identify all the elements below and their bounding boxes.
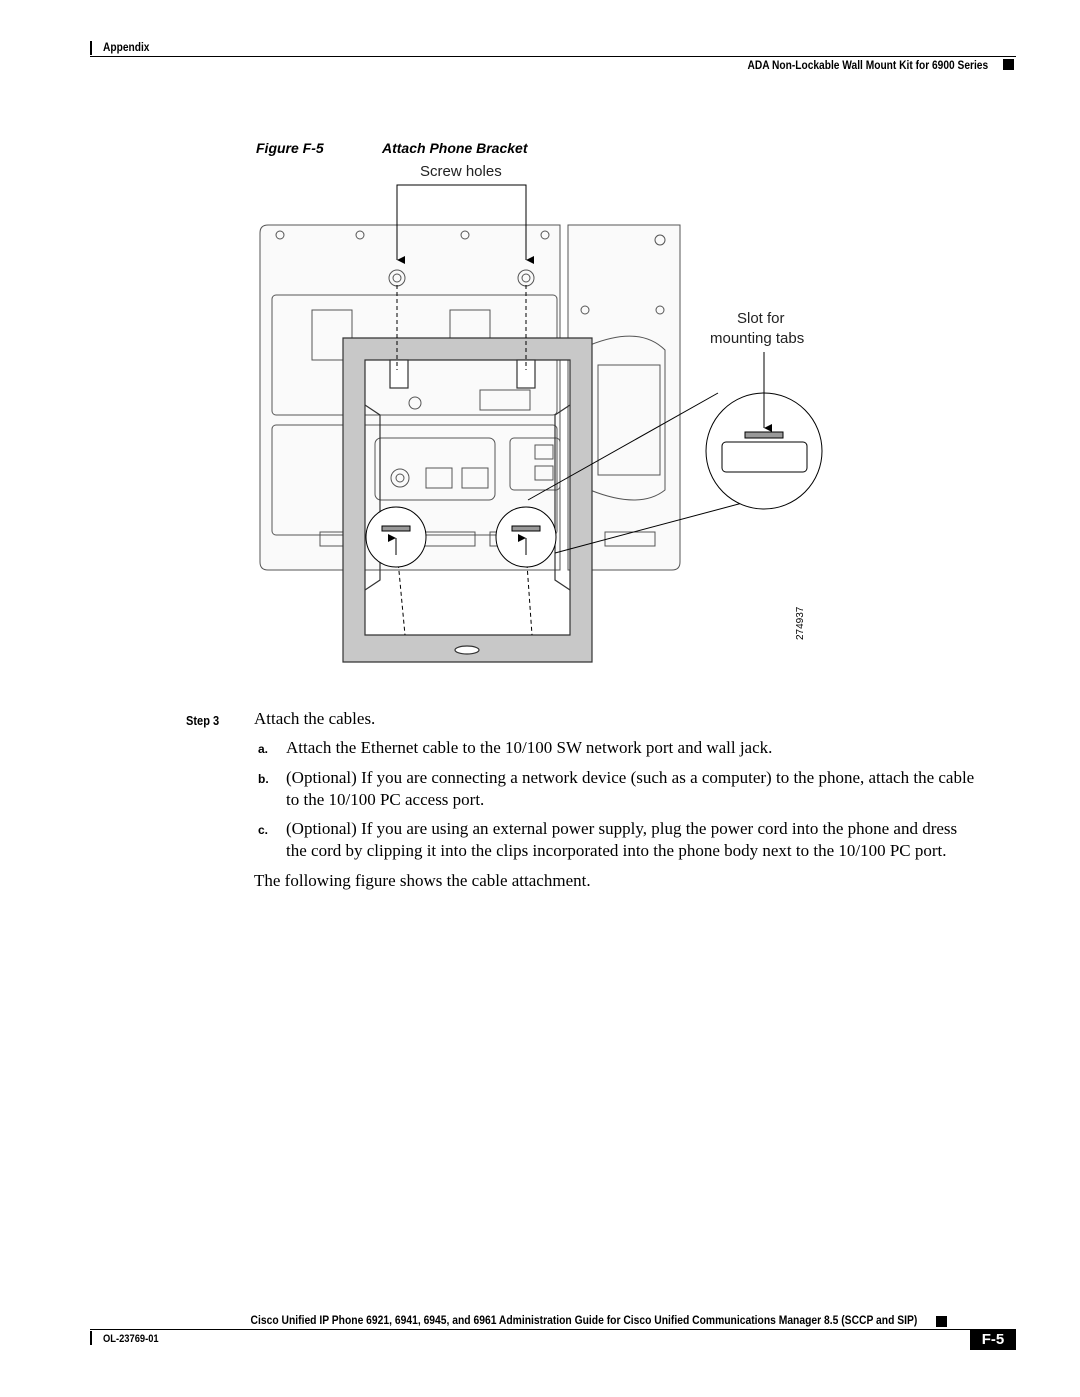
step-text: Attach the cables. (254, 709, 376, 728)
header-left-bar (90, 41, 92, 55)
footer-doc-number: OL-23769-01 (103, 1333, 159, 1345)
substep-a-letter: a. (258, 742, 269, 756)
footer-rule (90, 1329, 1016, 1330)
footer-square (936, 1316, 947, 1327)
substep-b-line2: to the 10/100 PC access port. (286, 790, 485, 809)
footer-guide-title: Cisco Unified IP Phone 6921, 6941, 6945, and 6961 Administration Guide for Cisco Unified Communications Manager 8.5 (SCCP and SIP) (250, 1313, 917, 1327)
substep-b-letter: b. (258, 772, 269, 786)
figure-title: Attach Phone Bracket (382, 140, 528, 156)
phone-bracket-illustration (240, 160, 840, 680)
substep-c-line1: (Optional) If you are using an external power supply, plug the power cord into the phone and dress (286, 819, 958, 838)
footer-left-bar (90, 1331, 92, 1345)
callout-screw-holes: Screw holes (420, 163, 502, 180)
substep-c-line2: the cord by clipping it into the clips incorporated into the phone body next to the 10/100 PC port. (286, 841, 947, 860)
header-section: Appendix (103, 40, 150, 54)
followup-text: The following figure shows the cable attachment. (254, 871, 591, 890)
header-square (1003, 59, 1014, 70)
callout-slot-line2: mounting tabs (710, 330, 805, 347)
substep-c-letter: c. (258, 823, 269, 837)
step-label: Step 3 (186, 713, 220, 728)
substep-a-text: Attach the Ethernet cable to the 10/100 SW network port and wall jack. (286, 738, 773, 757)
callout-slot-line1: Slot for (737, 310, 785, 327)
page-number: F-5 (970, 1330, 1016, 1350)
substep-b-line1: (Optional) If you are connecting a network device (such as a computer) to the phone, attach the cable (286, 768, 975, 787)
art-id: 274937 (795, 606, 806, 640)
header-chapter-title: ADA Non-Lockable Wall Mount Kit for 6900 Series (747, 58, 988, 72)
figure-number: Figure F-5 (256, 140, 324, 156)
header-rule (90, 56, 1016, 57)
